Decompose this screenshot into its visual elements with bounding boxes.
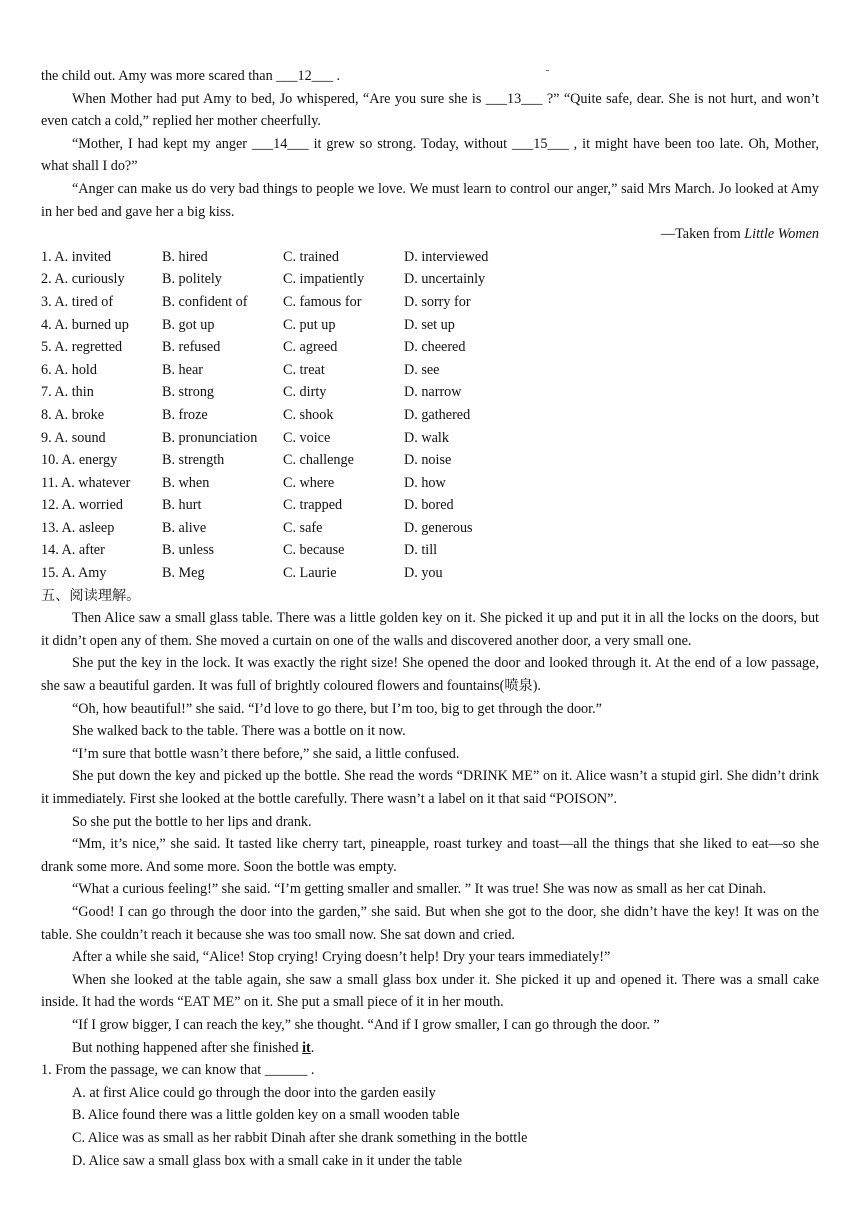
source-title: Little Women <box>744 226 819 243</box>
option-choice: C. because <box>283 542 345 559</box>
option-choice: D. gathered <box>404 406 471 423</box>
reading-paragraph: “If I grow bigger, I can reach the key,” she thought. “And if I grow smaller, I can go through the door. ” <box>72 1016 660 1033</box>
option-choice: D. set up <box>404 316 455 333</box>
option-choice: B. Meg <box>162 565 205 582</box>
option-choice: B. hurt <box>162 497 202 514</box>
reading-paragraph: She walked back to the table. There was a bottle on it now. <box>72 723 406 740</box>
option-choice: C. dirty <box>283 384 327 401</box>
option-row <box>41 359 819 382</box>
reading-paragraph: “I’m sure that bottle wasn’t there before,” she said, a little confused. <box>72 745 460 762</box>
option-choice: B. got up <box>162 316 215 333</box>
option-row <box>41 291 819 314</box>
option-choice: D. bored <box>404 497 454 514</box>
answer-option: B. Alice found there was a little golden key on a small wooden table <box>72 1107 460 1124</box>
option-choice: B. confident of <box>162 293 248 310</box>
option-choice: D. narrow <box>404 384 462 401</box>
option-choice: D. till <box>404 542 438 559</box>
option-row <box>41 314 819 337</box>
option-choice: D. noise <box>404 452 452 469</box>
option-row <box>41 562 819 585</box>
reading-paragraph: She put down the key and picked up the bottle. She read the words “DRINK ME” on it. Alice wasn’t a stupid girl. She didn’t drink it immediately. First she looked at the bottle carefully. There wasn’t a label on it that said “POISON”. <box>41 768 819 807</box>
option-choice: B. refused <box>162 339 221 356</box>
option-row <box>41 381 819 404</box>
last-line-text: But nothing happened after she finished <box>72 1039 303 1056</box>
passage-paragraph <box>41 1037 819 1060</box>
option-choice: C. put up <box>283 316 336 333</box>
option-choice: B. hear <box>162 361 203 378</box>
option-choice: 8. A. broke <box>41 406 105 423</box>
option-choice: B. pronunciation <box>162 429 258 446</box>
option-choice: D. you <box>404 565 443 582</box>
option-row <box>41 404 819 427</box>
option-row <box>41 517 819 540</box>
underlined-word: it <box>302 1039 311 1056</box>
document-page <box>41 65 819 1172</box>
option-choice: 6. A. hold <box>41 361 97 378</box>
option-choice: 12. A. worried <box>41 497 123 514</box>
option-choice: B. when <box>162 474 210 491</box>
option-choice: C. shook <box>283 406 334 423</box>
option-choice: D. cheered <box>404 339 466 356</box>
reading-paragraph: After a while she said, “Alice! Stop crying! Crying doesn’t help! Dry your tears immediately!” <box>72 949 611 966</box>
answer-option: C. Alice was as small as her rabbit Dinah after she drank something in the bottle <box>72 1129 528 1146</box>
cloze-options <box>41 246 819 585</box>
option-choice: 11. A. whatever <box>41 474 131 491</box>
option-choice: C. Laurie <box>283 565 337 582</box>
question-options <box>41 1082 819 1172</box>
option-choice: B. politely <box>162 271 222 288</box>
option-choice: 14. A. after <box>41 542 105 559</box>
option-choice: D. interviewed <box>404 248 489 265</box>
option-choice: C. famous for <box>283 293 362 310</box>
reading-paragraph: She put the key in the lock. It was exactly the right size! She opened the door and looked through it. At the end of a low passage, she saw a beautiful garden. It was full of brightly coloured flowers and fountains(喷泉). <box>41 655 819 695</box>
option-choice: 9. A. sound <box>41 429 106 446</box>
last-line-end: . <box>310 1039 315 1056</box>
option-choice: D. how <box>404 474 446 491</box>
option-choice: 7. A. thin <box>41 384 94 401</box>
passage-paragraph: “Mother, I had kept my anger ___14___ it grew so strong. Today, without ___15___ , it might have been too late. Oh, Mother, what shall I do?” <box>41 135 819 175</box>
option-choice: D. sorry for <box>404 293 471 310</box>
option-choice: B. strong <box>162 384 215 401</box>
option-choice: C. impatiently <box>283 271 365 288</box>
option-choice: C. voice <box>283 429 331 446</box>
option-choice: D. generous <box>404 519 473 536</box>
source-prefix: —Taken from <box>660 226 745 243</box>
option-choice: 15. A. Amy <box>41 565 107 582</box>
option-choice: 4. A. burned up <box>41 316 129 333</box>
reading-passage <box>41 607 819 1036</box>
reading-paragraph: When she looked at the table again, she saw a small glass box under it. She picked it up and opened it. There was a small cake inside. It had the words “EAT ME” on it. She put a small piece of it in her mouth. <box>41 971 819 1011</box>
option-choice: C. challenge <box>283 452 354 469</box>
reading-paragraph: “What a curious feeling!” she said. “I’m getting smaller and smaller. ” It was true! She was now as small as her cat Dinah. <box>72 881 767 898</box>
option-choice: 13. A. asleep <box>41 519 115 536</box>
option-choice: 2. A. curiously <box>41 271 125 288</box>
option-choice: 3. A. tired of <box>41 293 114 310</box>
reading-paragraph: “Oh, how beautiful!” she said. “I’d love to go there, but I’m too, big to get through the door.” <box>72 700 602 717</box>
option-choice: D. walk <box>404 429 449 446</box>
option-choice: C. treat <box>283 361 325 378</box>
option-row <box>41 494 819 517</box>
option-choice: C. trapped <box>283 497 343 514</box>
section-title: 五、阅读理解。 <box>41 587 141 604</box>
option-choice: 10. A. energy <box>41 452 118 469</box>
reading-paragraph: Then Alice saw a small glass table. There was a little golden key on it. She picked it up and put it in all the locks on the doors, but it didn’t open any of them. She moved a curtain on one of the walls and discovered another door, a very small one. <box>41 610 819 649</box>
option-choice: C. agreed <box>283 339 338 356</box>
option-choice: C. trained <box>283 248 339 265</box>
option-choice: B. unless <box>162 542 215 559</box>
question-stem: 1. From the passage, we can know that ______ . <box>41 1062 315 1079</box>
answer-option: D. Alice saw a small glass box with a small cake in it under the table <box>72 1152 463 1169</box>
option-choice: B. alive <box>162 519 207 536</box>
option-choice: B. strength <box>162 452 225 469</box>
reading-paragraph: “Mm, it’s nice,” she said. It tasted like cherry tart, pineapple, roast turkey and toast—all the things that she liked to eat—so she drank some more. And some more. Soon the bottle was empty. <box>41 836 819 875</box>
reading-paragraph: “Good! I can go through the door into the garden,” she said. But when she got to the door, she didn’t have the key! It was on the table. She couldn’t reach it because she was too small now. She sat down and cried. <box>41 903 819 943</box>
reading-paragraph: So she put the bottle to her lips and drank. <box>72 813 312 830</box>
option-row <box>41 472 819 495</box>
option-row <box>41 449 819 472</box>
passage-source <box>41 223 819 246</box>
option-choice: 5. A. regretted <box>41 339 123 356</box>
option-choice: D. see <box>404 361 440 378</box>
option-row <box>41 246 819 269</box>
option-choice: C. where <box>283 474 335 491</box>
passage-paragraph: the child out. Amy was more scared than ___12___ . <box>41 68 341 84</box>
option-choice: D. uncertainly <box>404 271 486 288</box>
option-choice: B. froze <box>162 406 208 423</box>
option-row <box>41 268 819 291</box>
answer-option: A. at first Alice could go through the door into the garden easily <box>72 1084 436 1101</box>
option-row <box>41 427 819 450</box>
option-row <box>41 539 819 562</box>
passage-paragraph: “Anger can make us do very bad things to people we love. We must learn to control our anger,” said Mrs March. Jo looked at Amy in her bed and gave her a big kiss. <box>41 180 819 220</box>
passage-paragraph: When Mother had put Amy to bed, Jo whispered, “Are you sure she is ___13___ ?” “Quite safe, dear. She is not hurt, and won’t even catch a cold,” replied her mother cheerfully. <box>41 90 819 130</box>
option-choice: B. hired <box>162 248 208 265</box>
option-choice: C. safe <box>283 519 323 536</box>
option-choice: 1. A. invited <box>41 248 112 265</box>
option-row <box>41 336 819 359</box>
